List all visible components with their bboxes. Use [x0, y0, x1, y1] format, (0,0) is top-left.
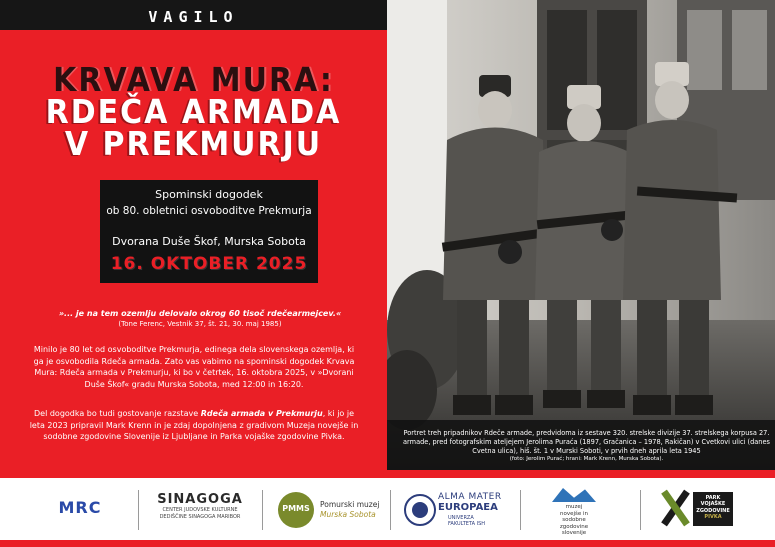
- logo-divider: [390, 490, 391, 530]
- mnz-line-1: muzej: [565, 504, 583, 510]
- event-type: Spominski dogodek: [155, 188, 263, 201]
- mnz-line-3: sodobne: [562, 517, 586, 524]
- sinagoga-logo-sub-1: CENTER JUDOVSKE KULTURNE: [162, 507, 238, 513]
- park-x-mark-icon: [659, 490, 691, 526]
- mrc-logo-text: MRC: [58, 498, 102, 517]
- event-info-box: [100, 180, 318, 283]
- quote-text: »... je na tem ozemlju delovalo okrog 60 tisoč rdečearmejcev.«: [58, 309, 342, 318]
- alma-mater-europaea-logo: [400, 488, 510, 532]
- sinagoga-logo-title: SINAGOGA: [157, 492, 243, 507]
- alma-mater-line-3: UNIVERZA: [448, 515, 474, 521]
- soldiers-photo-illustration: [387, 0, 775, 470]
- muzej-novejse-zgodovine-logo: [538, 488, 610, 537]
- body-paragraph-2: [28, 408, 360, 443]
- caption-photo-source: (foto: Jerolim Purać; hrani: Mark Krenn, Murska Sobota).: [509, 455, 664, 462]
- pomurski-muzej-city: Murska Sobota: [320, 510, 376, 519]
- logo-divider: [640, 490, 641, 530]
- title-line-2: RDEČA ARMADA: [45, 93, 342, 132]
- alma-mater-line-1: ALMA MATER: [438, 492, 502, 502]
- park-line-4: PIVKA: [704, 513, 722, 520]
- pomurski-muzej-name: Pomurski muzej: [320, 500, 380, 509]
- muzej-novejse-zgodovine-text: [538, 504, 610, 537]
- body-paragraph-2-pre: Del dogodka bo tudi gostovanje razstave: [34, 409, 201, 418]
- mnz-line-5: slovenije: [561, 530, 587, 537]
- footer-top-rule: [0, 470, 775, 478]
- logo-divider: [520, 490, 521, 530]
- caption-text: Portret treh pripadnikov Rdeče armade, predvidoma iz sestave 320. strelske divizije 37. strelskega korpusa 27. armade, pred fotografskim ateljejem Jerolima Puraća (1897, Gračanica – 1978, Rakičan) v Cvetkovi ulici (danes Cvetna ulica), hiš. št. 1 v Murski Soboti, v prvih dneh aprila leta 1945: [403, 429, 770, 455]
- event-occasion: ob 80. obletnici osvoboditve Prekmurja: [106, 205, 312, 217]
- pomurski-muzej-emblem: [278, 492, 314, 528]
- brand-logo: VAGILO: [148, 8, 239, 26]
- exhibition-title: Rdeča armada v Prekmurju: [200, 409, 323, 418]
- sinagoga-logo: [150, 488, 250, 532]
- park-line-2: VOJAŠKE: [700, 501, 726, 508]
- park-vojaske-zgodovine-logo: [655, 488, 735, 532]
- historic-photo: [387, 0, 775, 470]
- title-line-1: KRVAVA MURA:: [53, 61, 334, 100]
- sinagoga-logo-sub-2: DEDIŠČINE SINAGOGA MARIBOR: [159, 513, 241, 520]
- event-date: 16. OKTOBER 2025: [110, 254, 308, 274]
- alma-mater-seal-icon: [404, 494, 436, 526]
- quote-source: (Tone Ferenc, Vestnik 37, št. 21, 30. maj 1985): [118, 319, 282, 328]
- mnz-line-2: novejše in: [559, 510, 589, 517]
- park-line-1: PARK: [705, 495, 721, 501]
- pomurski-muzej-emblem-text: PMMS: [282, 504, 310, 513]
- poster-title: [0, 61, 387, 164]
- body-paragraph-2-post: , ki jo je leta 2023 pripravil Mark Krenn in je zdaj dopolnjena z gradivom Muzeja novejše in sodobne zgodovine Slovenije iz Ljubljane in Parka vojaške zgodovine Pivka.: [29, 409, 359, 442]
- title-line-3: V PREKMURJU: [64, 125, 323, 164]
- pomurski-muzej-logo: [272, 488, 382, 532]
- photo-caption: [403, 429, 770, 463]
- logo-divider: [138, 490, 139, 530]
- alma-mater-line-4: FAKULTETA ISH: [448, 521, 486, 527]
- park-name-box: [693, 492, 733, 526]
- mnz-line-4: zgodovine: [559, 523, 589, 530]
- alma-mater-line-2: EUROPAEA: [438, 502, 498, 513]
- event-venue: Dvorana Duše Škof, Murska Sobota: [112, 235, 306, 248]
- mountain-mark-icon: [552, 488, 596, 502]
- logo-divider: [262, 490, 263, 530]
- body-paragraph-1: Minilo je 80 let od osvoboditve Prekmurja, edinega dela slovenskega ozemlja, ki ga je osvobodila Rdeča armada. Zato vas vabimo na spominski dogodek Krvava Mura: Rdeča armada v Prekmurju, ki bo v četrtek, 16. oktobra 2025, v »Dvorani Duše Škof« gradu Murska Sobota, med 12:00 in 16:20.: [33, 345, 355, 389]
- mrc-logo: [40, 488, 120, 532]
- park-line-3: ZGODOVINE: [696, 507, 730, 514]
- footer-bottom-rule: [0, 540, 775, 547]
- quote-block: [40, 309, 360, 329]
